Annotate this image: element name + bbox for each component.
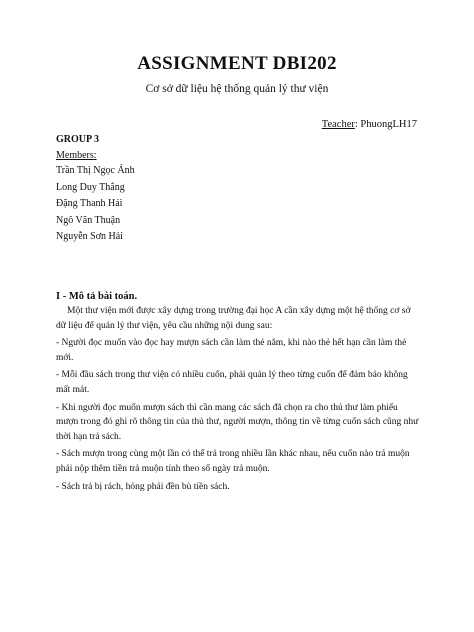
document-subtitle: Cơ sở dữ liệu hệ thống quản lý thư viện (145, 83, 329, 95)
body-paragraph: - Mỗi đầu sách trong thư viện có nhiều cuốn, phải quản lý theo từng cuốn để đảm bảo không mất mát. (56, 370, 408, 395)
group-heading: GROUP 3 (56, 134, 100, 145)
teacher-line (322, 119, 417, 130)
body-paragraph: - Người đọc muốn vào đọc hay mượn sách cần làm thẻ năm, khi nào thẻ hết hạn cần làm thẻ mới. (56, 338, 407, 363)
body-paragraph: - Sách mượn trong cùng một lần có thể trả trong nhiều lần khác nhau, nếu cuốn nào trả muộn phải nộp thêm tiền trả muộn tính theo số ngày trả muộn. (56, 449, 410, 474)
body-paragraph: - Sách trả bị rách, hỏng phải đền bù tiền sách. (56, 481, 230, 492)
member-item: Nguyễn Sơn Hải (56, 231, 123, 242)
members-label (56, 150, 97, 161)
members-list (56, 163, 135, 246)
teacher-name: PhuongLH17 (357, 119, 417, 130)
body-paragraph: - Khi người đọc muốn mượn sách thì cần mang các sách đã chọn ra cho thủ thư làm phiếu mượn trong đó ghi rõ thông tin của thủ thư, người mượn, thông tin về từng cuốn sách cũng như thời hạn trả sách. (56, 402, 419, 442)
document-title: ASSIGNMENT DBI202 (137, 53, 337, 74)
member-item: Trần Thị Ngọc Ánh (56, 165, 135, 176)
body-paragraph: Một thư viện mới được xây dựng trong trường đại học A cần xây dựng một hệ thống cơ sở dữ liệu để quản lý thư viện, yêu cầu những nội dung sau: (56, 306, 411, 331)
section-heading: I - Mô tả bài toán. (56, 291, 138, 302)
member-item: Long Duy Thắng (56, 181, 125, 193)
section-body (56, 304, 420, 497)
members-label-text: Members (56, 150, 94, 161)
teacher-separator: : (354, 119, 358, 130)
teacher-label: Teacher (321, 119, 355, 130)
members-label-colon: : (93, 150, 97, 161)
member-item: Đặng Thanh Hải (56, 198, 123, 209)
member-item: Ngô Văn Thuận (56, 214, 121, 226)
